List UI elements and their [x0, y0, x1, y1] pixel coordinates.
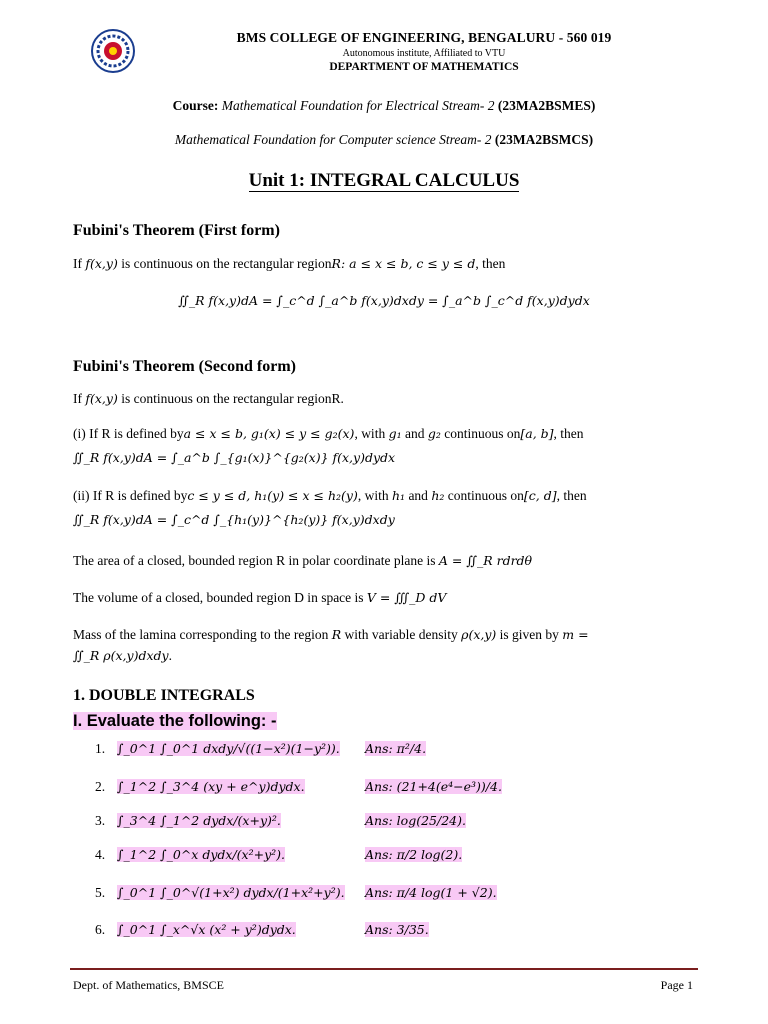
course-line-2 — [0, 132, 768, 148]
course-line-1 — [0, 98, 768, 114]
page-number: Page 1 — [660, 978, 693, 992]
answer-6: Ans: 3/35. — [365, 922, 429, 937]
section-subtitle: I. Evaluate the following: - — [73, 712, 277, 730]
college-subline: Autonomous institute, Affiliated to VTU — [342, 48, 506, 59]
fubini-first-statement: If f(x,y) is continuous on the rectangular regionR: a ≤ x ≤ b, c ≤ y ≤ d, then — [73, 256, 506, 271]
polar-area-statement: The area of a closed, bounded region R in polar coordinate plane is A = ∬_R rdrdθ — [73, 553, 533, 568]
problem-1: 1. ∫_0^1 ∫_0^1 dxdy/√((1−x²)(1−y²)). — [95, 741, 340, 756]
fubini-first-heading: Fubini's Theorem (First form) — [73, 222, 280, 239]
course-label: Course: — [172, 98, 219, 113]
problem-4: 4. ∫_1^2 ∫_0^x dydx/(x²+y²). — [95, 847, 285, 862]
fubini-case-2: (ii) If R is defined byc ≤ y ≤ d, h₁(y) ≤ x ≤ h₂(y), with h₁ and h₂ continuous on[c, d], then — [73, 488, 587, 503]
fubini-case-2-formula: ∬_R f(x,y)dA = ∫_c^d ∫_{h₁(y)}^{h₂(y)} f(x,y)dxdy — [73, 512, 395, 527]
footer-department: Dept. of Mathematics, BMSCE — [73, 978, 224, 992]
answer-3: Ans: log(25/24). — [365, 813, 466, 828]
course-code-2: (23MA2BSMCS) — [494, 132, 594, 147]
fubini-first-equation: ∬_R f(x,y)dA = ∫_c^d ∫_a^b f(x,y)dxdy = ∫_a^b ∫_c^d f(x,y)dydx — [178, 293, 590, 308]
fubini-second-heading: Fubini's Theorem (Second form) — [73, 358, 296, 375]
answer-4: Ans: π/2 log(2). — [365, 847, 463, 862]
problem-2: 2. ∫_1^2 ∫_3^4 (xy + e^y)dydx. — [95, 779, 305, 794]
answer-5: Ans: π/4 log(1 + √2). — [365, 885, 497, 900]
header — [0, 30, 768, 73]
course-title-1: Mathematical Foundation for Electrical Stream- 2 — [221, 98, 495, 113]
problem-5: 5. ∫_0^1 ∫_0^√(1+x²) dydx/(1+x²+y²). — [95, 885, 345, 900]
unit-title: Unit 1: INTEGRAL CALCULUS — [248, 170, 520, 191]
problem-3: 3. ∫_3^4 ∫_1^2 dydx/(x+y)². — [95, 813, 281, 828]
fubini-second-statement: If f(x,y) is continuous on the rectangular regionR. — [73, 391, 344, 406]
mass-statement-line-1: Mass of the lamina corresponding to the region R with variable density ρ(x,y) is given by m = — [73, 627, 589, 642]
volume-statement: The volume of a closed, bounded region D in space is V = ∭_D dV — [73, 590, 447, 605]
answer-1: Ans: π²/4. — [365, 741, 427, 756]
department-name: DEPARTMENT OF MATHEMATICS — [329, 61, 519, 73]
answer-2: Ans: (21+4(e⁴−e³))/4. — [365, 779, 502, 794]
footer-rule — [70, 968, 698, 970]
college-name: BMS COLLEGE OF ENGINEERING, BENGALURU - 560 019 — [236, 30, 612, 45]
course-code-1: (23MA2BSMES) — [497, 98, 596, 113]
section-title: 1. DOUBLE INTEGRALS — [73, 687, 255, 704]
problem-6: 6. ∫_0^1 ∫_x^√x (x² + y²)dydx. — [95, 922, 296, 937]
course-title-2: Mathematical Foundation for Computer science Stream- 2 — [174, 132, 492, 147]
fubini-case-1-formula: ∬_R f(x,y)dA = ∫_a^b ∫_{g₁(x)}^{g₂(x)} f(x,y)dydx — [73, 450, 396, 465]
mass-statement-line-2: ∬_R ρ(x,y)dxdy. — [73, 648, 172, 663]
fubini-case-1: (i) If R is defined bya ≤ x ≤ b, g₁(x) ≤ y ≤ g₂(x), with g₁ and g₂ continuous on[a, b], then — [73, 426, 584, 441]
